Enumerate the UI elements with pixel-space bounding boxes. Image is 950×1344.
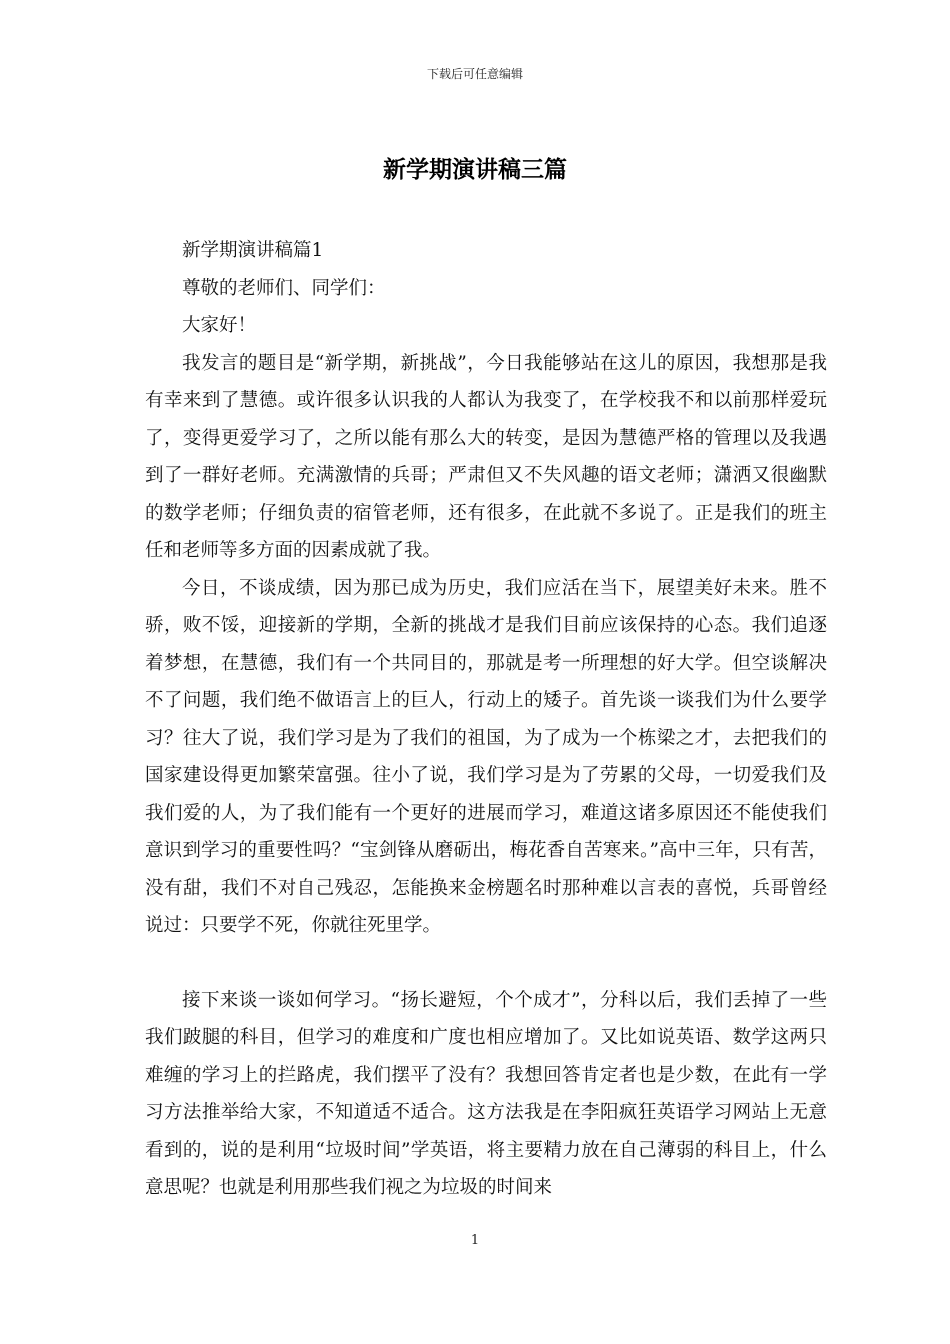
document-title: 新学期演讲稿三篇 <box>383 156 567 183</box>
paragraph-body: 今日，不谈成绩，因为那已成为历史，我们应活在当下，展望美好未来。胜不骄，败不馁，迎接新的学期，全新的挑战才是我们目前应该保持的心态。我们追逐着梦想，在慧德，我们有一个共同目的，那就是考一所理想的好大学。但空谈解决不了问题，我们绝不做语言上的巨人，行动上的矮子。首先谈一谈我们为什么要学习？往大了说，我们学习是为了我们的祖国，为了成为一个栋梁之才，去把我们的国家建设得更加繁荣富强。往小了说，我们学习是为了劳累的父母，一切爱我们及我们爱的人，为了我们能有一个更好的进展而学习，难道这诸多原因还不能使我们意识到学习的重要性吗？“宝剑锋从磨砺出，梅花香自苦寒来。”高中三年，只有苦，没有甜，我们不对自己残忍，怎能换来金榜题名时那种难以言表的喜悦，兵哥曾经说过：只要学不死，你就往死里学。 <box>145 577 827 936</box>
paragraph-section-heading: 新学期演讲稿篇1 <box>182 240 324 261</box>
document-body <box>145 232 827 1207</box>
page-number: 1 <box>470 1233 480 1248</box>
paragraph-body: 我发言的题目是“新学期，新挑战”，今日我能够站在这儿的原因，我想那是我有幸来到了慧德。或许很多认识我的人都认为我变了，在学校我不和以前那样爱玩了，变得更爱学习了，之所以能有那么大的转变，是因为慧德严格的管理以及我遇到了一群好老师。充满激情的兵哥；严肃但又不失风趣的语文老师；潇洒又很幽默的数学老师；仔细负责的宿管老师，还有很多，在此就不多说了。正是我们的班主任和老师等多方面的因素成就了我。 <box>145 352 827 561</box>
paragraph-body: 接下来谈一谈如何学习。“扬长避短，个个成才”，分科以后，我们丢掉了一些我们跛腿的科目，但学习的难度和广度也相应增加了。又比如说英语、数学这两只难缠的学习上的拦路虎，我们摆平了没有？我想回答肯定者也是少数，在此有一学习方法推举给大家，不知道适不适合。这方法我是在李阳疯狂英语学习网站上无意看到的，说的是利用“垃圾时间”学英语，将主要精力放在自己薄弱的科目上，什么意思呢？也就是利用那些我们视之为垃圾的时间来 <box>145 989 827 1198</box>
paragraph-salutation: 尊敬的老师们、同学们： <box>182 277 386 299</box>
paragraph-greeting: 大家好！ <box>182 315 257 336</box>
header-note: 下载后可任意编辑 <box>426 67 523 81</box>
